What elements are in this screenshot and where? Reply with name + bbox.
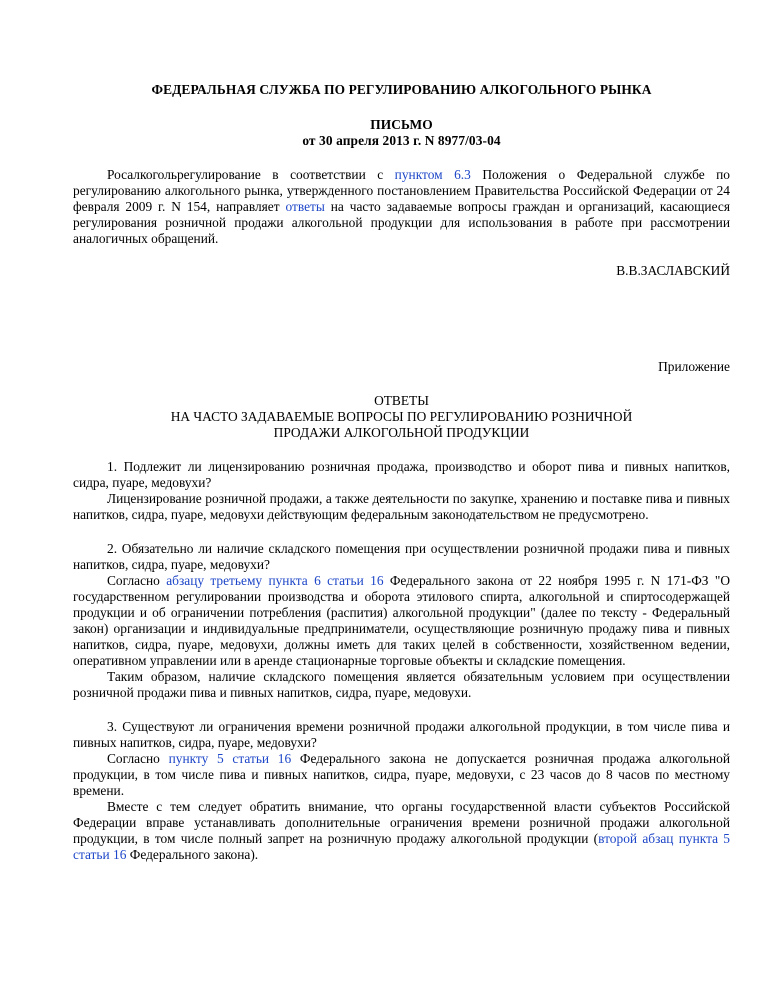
- intro-text-2: Положения о Федеральной службе по регулированию алкогольного рынка, утвержденного постановлением Правительства Российской Федерации от 24 февраля 2009 г. N 154, направляет: [73, 167, 731, 214]
- doc-date-heading: от 30 апреля 2013 г. N 8977/03-04: [302, 133, 501, 148]
- appendix-label: Приложение: [658, 359, 730, 374]
- intro-text-1: Росалкогольрегулирование в соответствии с: [107, 167, 395, 182]
- answer-1: Лицензирование розничной продажи, а также деятельности по закупке, хранению и поставке пива и пивных напитков, сидра, пуаре, медовухи действующим федеральным законодательством не предусмотрено.: [73, 491, 730, 522]
- answer-3-text-1: Согласно: [107, 751, 169, 766]
- question-3: 3. Существуют ли ограничения времени розничной продажи алкогольной продукции, в том числе пива и пивных напитков, сидра, пуаре, медовухи?: [73, 719, 730, 750]
- question-2: 2. Обязательно ли наличие складского помещения при осуществлении розничной продажи пива и пивных напитков, сидра, пуаре, медовухи?: [73, 541, 730, 572]
- answer-2: [73, 573, 730, 669]
- answer-3-text-2: Федерального закона не допускается розничная продажа алкогольной продукции, в том числе пива и пивных напитков, сидра, пуаре, медовухи, с 23 часов до 8 часов по местному времени.: [73, 751, 730, 798]
- link-article-16-clause-6[interactable]: абзацу третьему пункта 6 статьи 16: [166, 573, 384, 588]
- answer-3-note-text-1: Вместе с тем следует обратить внимание, что органы государственной власти субъектов Российской Федерации вправе устанавливать дополнительные ограничения времени розничной продажи алкогольной продукции, в том числе полный запрет на розничную продажу алкогольной продукции (: [73, 799, 730, 846]
- link-article-16-clause-5[interactable]: пункту 5 статьи 16: [168, 751, 292, 766]
- signature: В.В.ЗАСЛАВСКИЙ: [616, 263, 730, 278]
- intro-text-3: на часто задаваемые вопросы граждан и организаций, касающиеся регулирования розничной продажи алкогольной продукции для использования в работе при рассмотрении аналогичных обращений.: [73, 199, 730, 246]
- answer-2-text-1: Согласно: [107, 573, 167, 588]
- intro-paragraph: [73, 167, 730, 247]
- appendix-title-line-3: ПРОДАЖИ АЛКОГОЛЬНОЙ ПРОДУКЦИИ: [273, 425, 530, 440]
- link-article-16-clause-5-para-2[interactable]: второй абзац пункта 5 статьи 16: [73, 831, 730, 862]
- appendix-title-line-2: НА ЧАСТО ЗАДАВАЕМЫЕ ВОПРОСЫ ПО РЕГУЛИРОВАНИЮ РОЗНИЧНОЙ: [170, 409, 633, 424]
- agency-heading: ФЕДЕРАЛЬНАЯ СЛУЖБА ПО РЕГУЛИРОВАНИЮ АЛКОГОЛЬНОГО РЫНКА: [151, 82, 652, 97]
- answer-2-text-2: Федерального закона от 22 ноября 1995 г. N 171-ФЗ "О государственном регулировании производства и оборота этилового спирта, алкогольной и спиртосодержащей продукции и об ограничении потребления (распития) алкогольной продукции" (далее по тексту - Федеральный закон) организации и индивидуальные предприниматели, осуществляющие розничную продажу пива и пивных напитков, сидра, пуаре, медовухи, должны иметь для таких целей в собственности, хозяйственном ведении, оперативном управлении или в аренде стационарные торговые объекты и складские помещения.: [73, 573, 730, 668]
- appendix-title-line-1: ОТВЕТЫ: [374, 393, 429, 408]
- question-1: 1. Подлежит ли лицензированию розничная продажа, производство и оборот пива и пивных напитков, сидра, пуаре, медовухи?: [73, 459, 730, 490]
- answer-2-conclusion: Таким образом, наличие складского помещения является обязательным условием при осуществлении розничной продажи пива и пивных напитков, сидра, пуаре, медовухи.: [73, 669, 730, 700]
- doc-type-heading: ПИСЬМО: [370, 117, 433, 132]
- link-answers[interactable]: ответы: [285, 199, 325, 214]
- answer-3-note: [73, 799, 730, 863]
- answer-3-note-text-2: Федерального закона).: [126, 847, 259, 862]
- answer-3: [73, 751, 730, 799]
- link-clause-6-3[interactable]: пунктом 6.3: [394, 167, 471, 182]
